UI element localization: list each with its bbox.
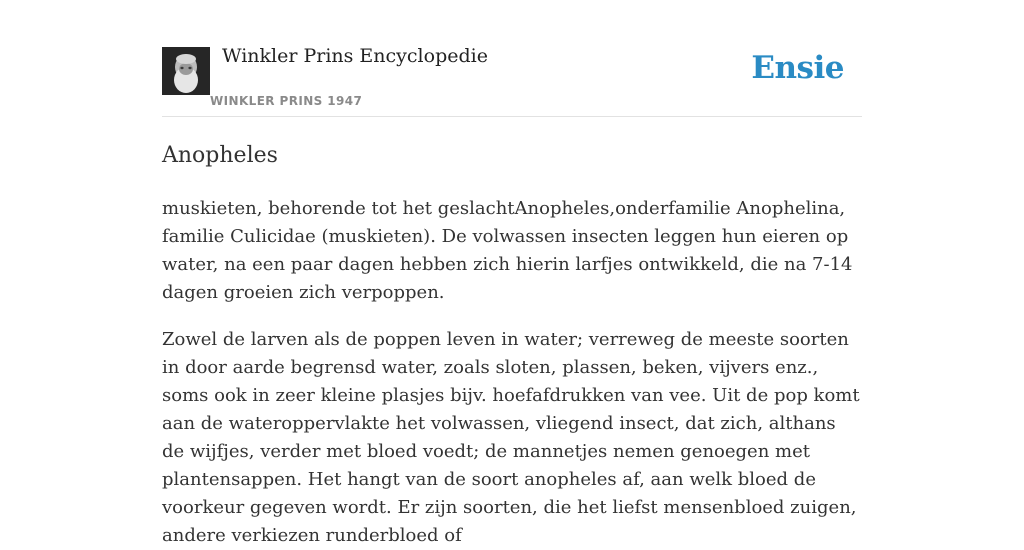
site-header: [162, 0, 862, 117]
page: [162, 0, 862, 546]
site-title[interactable]: Winkler Prins Encyclopedie: [222, 45, 488, 67]
article-paragraph: Zowel de larven als de poppen leven in water; verreweg de meeste soorten in door aarde begrensd water, zoals sloten, plassen, beken, vijvers enz., soms ook in zeer kleine plasjes bijv. hoefafdrukken van vee. Uit de pop komt aan de wateroppervlakte het volwassen, vliegend insect, dat zich, althans de wijfjes, verder met bloed voedt; de mannetjes nemen genoegen met plantensappen. Het hangt van de soort anopheles af, aan welk bloed de voorkeur gegeven wordt. Er zijn soorten, die het liefst mensenbloed zuigen, andere verkiezen runderbloed of: [162, 329, 860, 546]
edition-label[interactable]: WINKLER PRINS 1947: [210, 94, 363, 108]
article-title: Anopheles: [162, 143, 278, 168]
brand-logo[interactable]: Ensie: [751, 50, 844, 86]
avatar[interactable]: [162, 47, 210, 95]
portrait-icon: [162, 47, 210, 95]
article-body: [162, 195, 862, 550]
article-paragraph: muskieten, behorende tot het geslachtAnopheles,onderfamilie Anophelina, familie Culicidae (muskieten). De volwassen insecten leggen hun eieren op water, na een paar dagen hebben zich hierin larfjes ontwikkeld, die na 7-14 dagen groeien zich verpoppen.: [162, 198, 853, 303]
